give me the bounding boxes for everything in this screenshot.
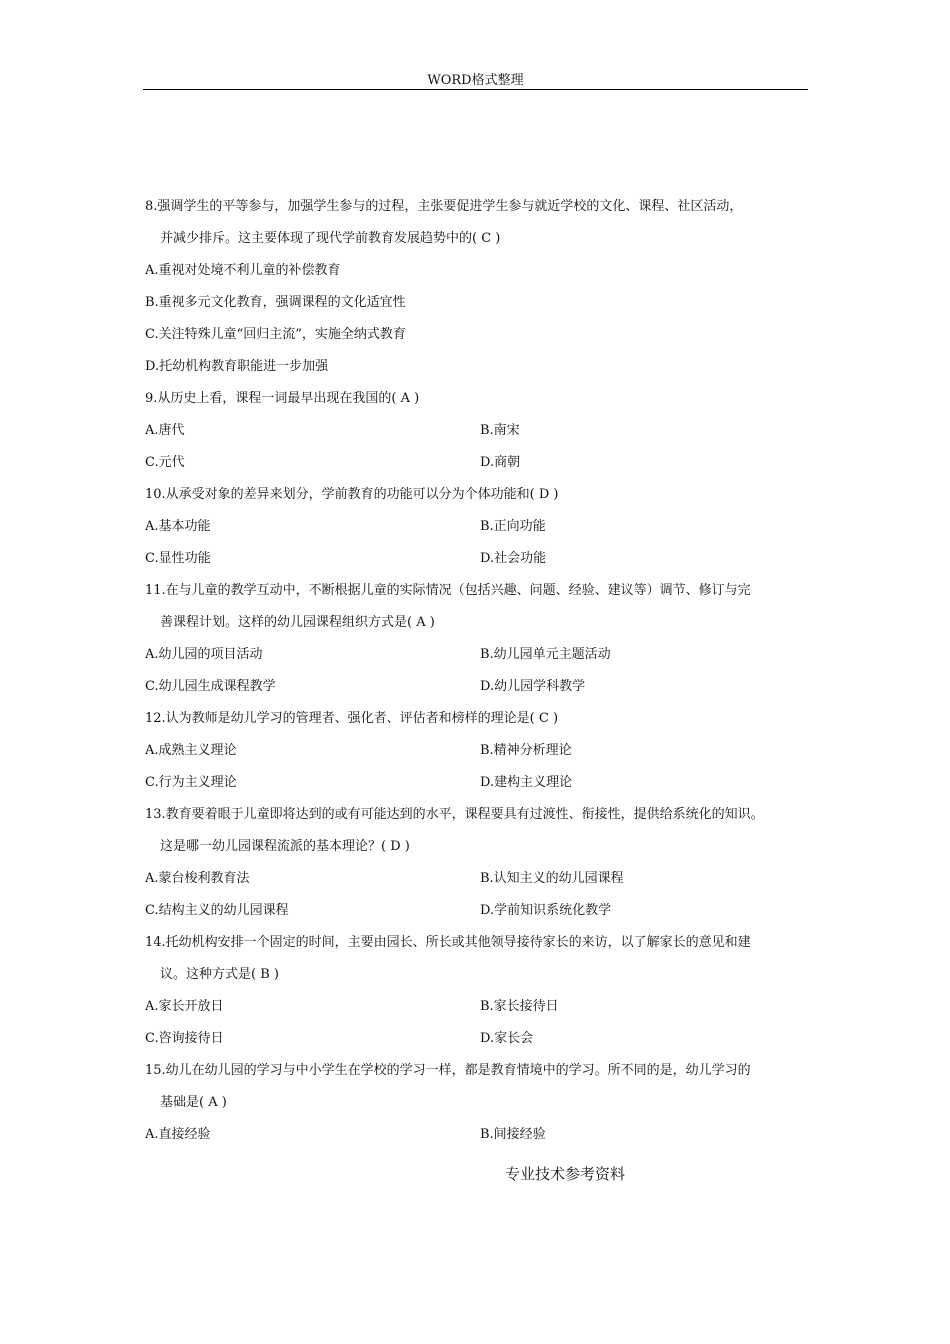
option-row [145, 866, 810, 898]
answer-option: D.商朝 [480, 455, 521, 470]
page-footer: 专业技术参考资料 [505, 1165, 626, 1183]
question-stem: 15.幼儿在幼儿园的学习与中小学生在学校的学习一样，都是教育情境中的学习。所不同的是，幼儿学习的 [145, 1063, 751, 1078]
answer-option: D.家长会 [480, 1031, 534, 1046]
question-stem-continued: 这是哪一幼儿园课程流派的基本理论？( D ) [160, 839, 410, 854]
option-row [145, 514, 810, 546]
answer-option: D.社会功能 [480, 551, 547, 566]
question-block [145, 194, 810, 386]
answer-option: C.显性功能 [145, 551, 211, 566]
question-block [145, 578, 810, 706]
option-row [145, 1026, 810, 1058]
option-row [145, 674, 810, 706]
header-rule [143, 89, 808, 90]
answer-option: C.关注特殊儿童“回归主流”，实施全纳式教育 [145, 327, 406, 342]
answer-option: C.咨询接待日 [145, 1031, 224, 1046]
answer-option: D.托幼机构教育职能进一步加强 [145, 359, 329, 374]
answer-option: C.行为主义理论 [145, 775, 237, 790]
answer-option: D.学前知识系统化教学 [480, 903, 612, 918]
answer-option: A.成熟主义理论 [145, 743, 237, 758]
question-block [145, 706, 810, 802]
answer-option: B.幼儿园单元主题活动 [480, 647, 611, 662]
question-stem: 14.托幼机构安排一个固定的时间，主要由园长、所长或其他领导接待家长的来访，以了解家长的意见和建 [145, 935, 751, 950]
page-header: WORD格式整理 [427, 73, 524, 88]
question-block [145, 930, 810, 1058]
question-stem: 8.强调学生的平等参与，加强学生参与的过程，主张要促进学生参与就近学校的文化、课程、社区活动， [145, 199, 743, 214]
answer-option: D.建构主义理论 [480, 775, 573, 790]
question-stem-continued: 基础是( A ) [160, 1095, 227, 1110]
answer-option: A.蒙台梭利教育法 [145, 871, 250, 886]
option-row [145, 898, 810, 930]
answer-option: A.唐代 [145, 423, 185, 438]
answer-option: A.直接经验 [145, 1127, 211, 1142]
option-row [145, 738, 810, 770]
answer-option: A.重视对处境不利儿童的补偿教育 [145, 263, 341, 278]
option-row [145, 994, 810, 1026]
option-row [145, 418, 810, 450]
answer-option: B.认知主义的幼儿园课程 [480, 871, 624, 886]
answer-option: B.家长接待日 [480, 999, 559, 1014]
answer-option: C.元代 [145, 455, 185, 470]
answer-option: B.南宋 [480, 423, 520, 438]
question-block [145, 386, 810, 482]
question-stem: 12.认为教师是幼儿学习的管理者、强化者、评估者和榜样的理论是( C ) [145, 711, 559, 726]
option-row [145, 770, 810, 802]
option-row [145, 1122, 810, 1154]
answer-option: B.正向功能 [480, 519, 546, 534]
option-row [145, 642, 810, 674]
answer-option: C.幼儿园生成课程教学 [145, 679, 276, 694]
option-row [145, 450, 810, 482]
question-stem: 13.教育要着眼于儿童即将达到的或有可能达到的水平，课程要具有过渡性、衔接性，提供给系统化的知识。 [145, 807, 764, 822]
option-row [145, 546, 810, 578]
question-stem-continued: 善课程计划。这样的幼儿园课程组织方式是( A ) [160, 615, 435, 630]
answer-option: B.精神分析理论 [480, 743, 572, 758]
answer-option: B.重视多元文化教育，强调课程的文化适宜性 [145, 295, 406, 310]
question-stem-continued: 并减少排斥。这主要体现了现代学前教育发展趋势中的( C ) [160, 231, 501, 246]
answer-option: A.基本功能 [145, 519, 211, 534]
question-block [145, 482, 810, 578]
question-stem: 9.从历史上看，课程一词最早出现在我国的( A ) [145, 391, 420, 406]
question-block [145, 1058, 810, 1154]
question-block [145, 802, 810, 930]
question-stem: 11.在与儿童的教学互动中，不断根据儿童的实际情况（包括兴趣、问题、经验、建议等）调节、修订与完 [145, 583, 751, 598]
answer-option: A.幼儿园的项目活动 [145, 647, 263, 662]
question-stem-continued: 议。这种方式是( B ) [160, 967, 279, 982]
question-list [145, 194, 810, 1154]
question-stem: 10.从承受对象的差异来划分，学前教育的功能可以分为个体功能和( D ) [145, 487, 559, 502]
answer-option: C.结构主义的幼儿园课程 [145, 903, 289, 918]
answer-option: A.家长开放日 [145, 999, 224, 1014]
answer-option: D.幼儿园学科教学 [480, 679, 586, 694]
answer-option: B.间接经验 [480, 1127, 546, 1142]
